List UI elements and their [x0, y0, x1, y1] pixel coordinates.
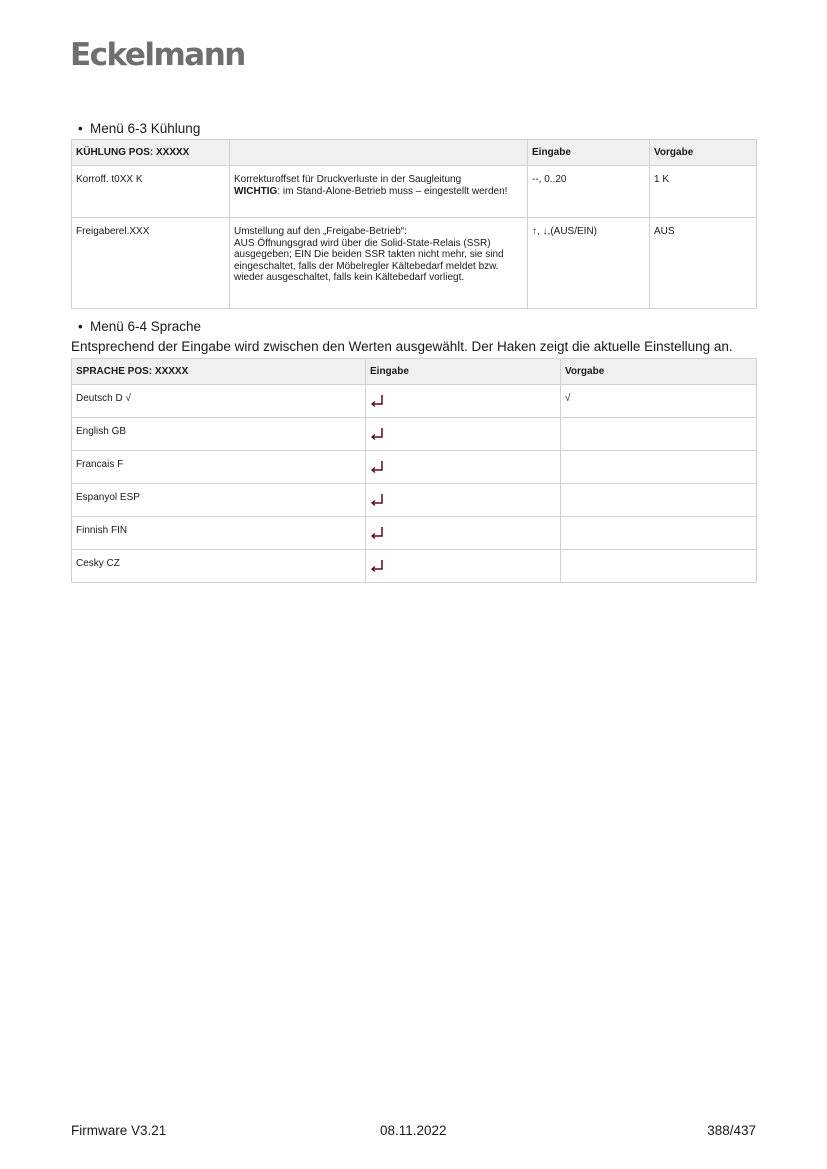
enter-key-icon	[370, 493, 384, 507]
parameter-description	[230, 166, 528, 218]
language-default	[561, 550, 757, 583]
language-table	[71, 358, 757, 583]
description-emphasis: WICHTIG	[234, 185, 278, 197]
enter-key-icon	[370, 460, 384, 474]
language-input	[366, 484, 561, 517]
footer-page-number: 388/437	[707, 1123, 756, 1138]
language-intro: Entsprechend der Eingabe wird zwischen den Werten ausgewählt. Der Haken zeigt die aktuelle Einstellung an.	[71, 339, 733, 354]
table-header-row	[72, 140, 757, 166]
table-row	[72, 418, 757, 451]
column-header: Vorgabe	[561, 359, 757, 385]
language-input	[366, 517, 561, 550]
language-name: Deutsch D √	[72, 385, 366, 418]
table-row	[72, 451, 757, 484]
table-row	[72, 218, 757, 309]
column-header: Eingabe	[528, 140, 650, 166]
enter-key-icon	[370, 526, 384, 540]
enter-key-icon	[370, 559, 384, 573]
parameter-name: Freigaberel.XXX	[72, 218, 230, 309]
bullet-icon: •	[78, 319, 83, 334]
section-heading-cooling-text: Menü 6-3 Kühlung	[90, 121, 201, 136]
table-row	[72, 484, 757, 517]
enter-key-icon	[370, 394, 384, 408]
column-header	[230, 140, 528, 166]
language-name: Francais F	[72, 451, 366, 484]
description-text: : im Stand-Alone-Betrieb muss – eingestellt werden!	[277, 185, 508, 197]
section-heading-cooling	[78, 122, 200, 136]
language-name: Espanyol ESP	[72, 484, 366, 517]
column-header: SPRACHE POS: XXXXX	[72, 359, 366, 385]
eckelmann-logo: Eckelmann	[70, 37, 245, 73]
parameter-default: AUS	[650, 218, 757, 309]
language-default: √	[561, 385, 757, 418]
table-row	[72, 550, 757, 583]
footer-date: 08.11.2022	[380, 1123, 447, 1138]
language-input	[366, 550, 561, 583]
language-name: Cesky CZ	[72, 550, 366, 583]
language-default	[561, 418, 757, 451]
language-default	[561, 484, 757, 517]
parameter-input: ↑, ↓,(AUS/EIN)	[528, 218, 650, 309]
description-text: AUS Öffnungsgrad wird über die Solid-State-Relais (SSR) ausgegeben; EIN Die beiden SSR takten nicht mehr, sie sind eingeschaltet, falls der Möbelregler Kältebedarf meldet bzw. wieder ausgeschaltet, falls kein Kältebedarf vorliegt.	[234, 237, 504, 284]
language-name: Finnish FIN	[72, 517, 366, 550]
enter-key-icon	[370, 427, 384, 441]
column-header: Eingabe	[366, 359, 561, 385]
column-header: Vorgabe	[650, 140, 757, 166]
language-input	[366, 451, 561, 484]
table-row	[72, 517, 757, 550]
parameter-description	[230, 218, 528, 309]
language-default	[561, 517, 757, 550]
table-row	[72, 166, 757, 218]
table-header-row	[72, 359, 757, 385]
language-input	[366, 418, 561, 451]
table-row	[72, 385, 757, 418]
column-header: KÜHLUNG POS: XXXXX	[72, 140, 230, 166]
section-heading-language-text: Menü 6-4 Sprache	[90, 319, 202, 334]
language-name: English GB	[72, 418, 366, 451]
description-line: Korrekturoffset für Druckverluste in der Saugleitung	[234, 174, 462, 185]
footer-firmware: Firmware V3.21	[71, 1123, 167, 1138]
parameter-default: 1 K	[650, 166, 757, 218]
description-line: Umstellung auf den „Freigabe-Betrieb“:	[234, 226, 407, 237]
parameter-input: --, 0..20	[528, 166, 650, 218]
language-default	[561, 451, 757, 484]
parameter-name: Korroff. t0XX K	[72, 166, 230, 218]
bullet-icon: •	[78, 121, 83, 136]
section-heading-language	[78, 320, 201, 334]
language-input	[366, 385, 561, 418]
cooling-table	[71, 139, 757, 309]
